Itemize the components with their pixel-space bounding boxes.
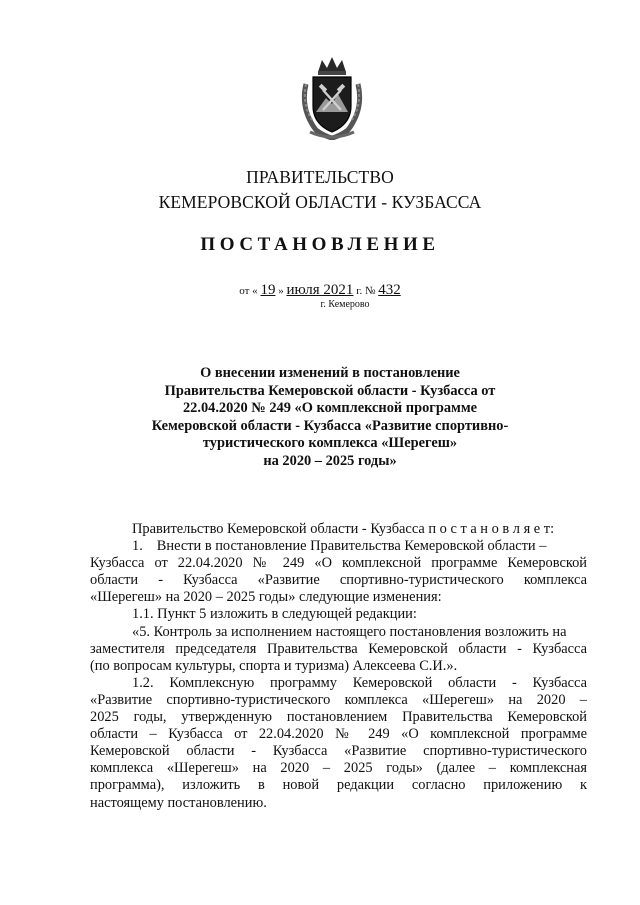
title-line: Кемеровской области - Кузбасса «Развитие спортивно-	[151, 417, 509, 434]
date-year-suffix: г.	[356, 285, 363, 297]
body-intro: Правительство Кемеровской области - Кузбасса п о с т а н о в л я е т:	[132, 521, 555, 537]
paragraph-1-2-first-line: 1.2. Комплексную программу Кемеровской области - Кузбасса	[132, 674, 587, 691]
government-name-line2: КЕМЕРОВСКОЙ ОБЛАСТИ - КУЗБАССА	[158, 192, 482, 212]
document-type-heading: ПОСТАНОВЛЕНИЕ	[200, 234, 440, 255]
title-line: 22.04.2020 № 249 «О комплексной программе	[182, 400, 478, 417]
city-label: г. Кемерово	[320, 299, 370, 310]
paragraph-5-line: заместителя председателя Правительства Кемеровской области - Кузбасса	[90, 640, 587, 657]
title-line: туристического комплекса «Шерегеш»	[202, 435, 458, 452]
paragraph-1-line: области - Кузбасса «Развитие спортивно-туристического комплекса	[90, 572, 587, 589]
paragraph-1-2-line: Кемеровской области - Кузбасса «Развитие спортивно-туристического	[90, 743, 587, 760]
title-line: О внесении изменений в постановление	[200, 365, 460, 381]
paragraph-1-number: 1.	[132, 538, 143, 555]
paragraph-1-text: Внести в постановление Правительства Кемеровской области –	[156, 538, 547, 555]
paragraph-1-1: 1.1. Пункт 5 изложить в следующей редакции:	[132, 606, 417, 623]
date-day: 19	[260, 282, 276, 298]
paragraph-1-2-line: комплекса «Шерегеш» на 2020 – 2025 годы» (далее – комплексная	[90, 760, 587, 777]
document-number: 432	[378, 282, 401, 298]
date-number-line	[0, 282, 640, 299]
paragraph-1-line: Кузбасса от 22.04.2020 № 249 «О комплексной программе Кемеровской	[90, 555, 587, 572]
date-day-suffix: »	[278, 285, 284, 297]
government-name-line1: ПРАВИТЕЛЬСТВО	[246, 167, 394, 187]
title-line: на 2020 – 2025 годы»	[263, 452, 397, 469]
number-sign: №	[364, 285, 376, 297]
kuzbass-coat-of-arms-icon	[296, 54, 368, 140]
paragraph-1-2-line: области – Кузбасса от 22.04.2020 № 249 «О комплексной программе	[90, 726, 587, 743]
paragraph-1-line: «Шерегеш» на 2020 – 2025 годы» следующие изменения:	[90, 589, 442, 606]
paragraph-5-line: (по вопросам культуры, спорта и туризма) Алексеева С.И.».	[90, 657, 458, 674]
title-line: Правительства Кемеровской области - Кузбасса от	[164, 382, 496, 399]
date-month-year: июля 2021	[286, 282, 354, 298]
paragraph-1-2-line: 2025 годы, утвержденную постановлением Правительства Кемеровской	[90, 709, 587, 726]
date-prefix: от «	[239, 285, 258, 297]
paragraph-1-first-line	[90, 538, 587, 555]
paragraph-1-2-line: программа), изложить в новой редакции согласно приложению к	[90, 777, 587, 794]
paragraph-1-2-line: «Развитие спортивно-туристического комплекса «Шерегеш» на 2020 –	[90, 691, 587, 708]
document-title	[130, 365, 530, 471]
paragraph-5-first-line: «5. Контроль за исполнением настоящего постановления возложить на	[132, 623, 567, 640]
paragraph-1-2-last-line: настоящему постановлению.	[90, 794, 267, 811]
document-body	[90, 521, 587, 812]
